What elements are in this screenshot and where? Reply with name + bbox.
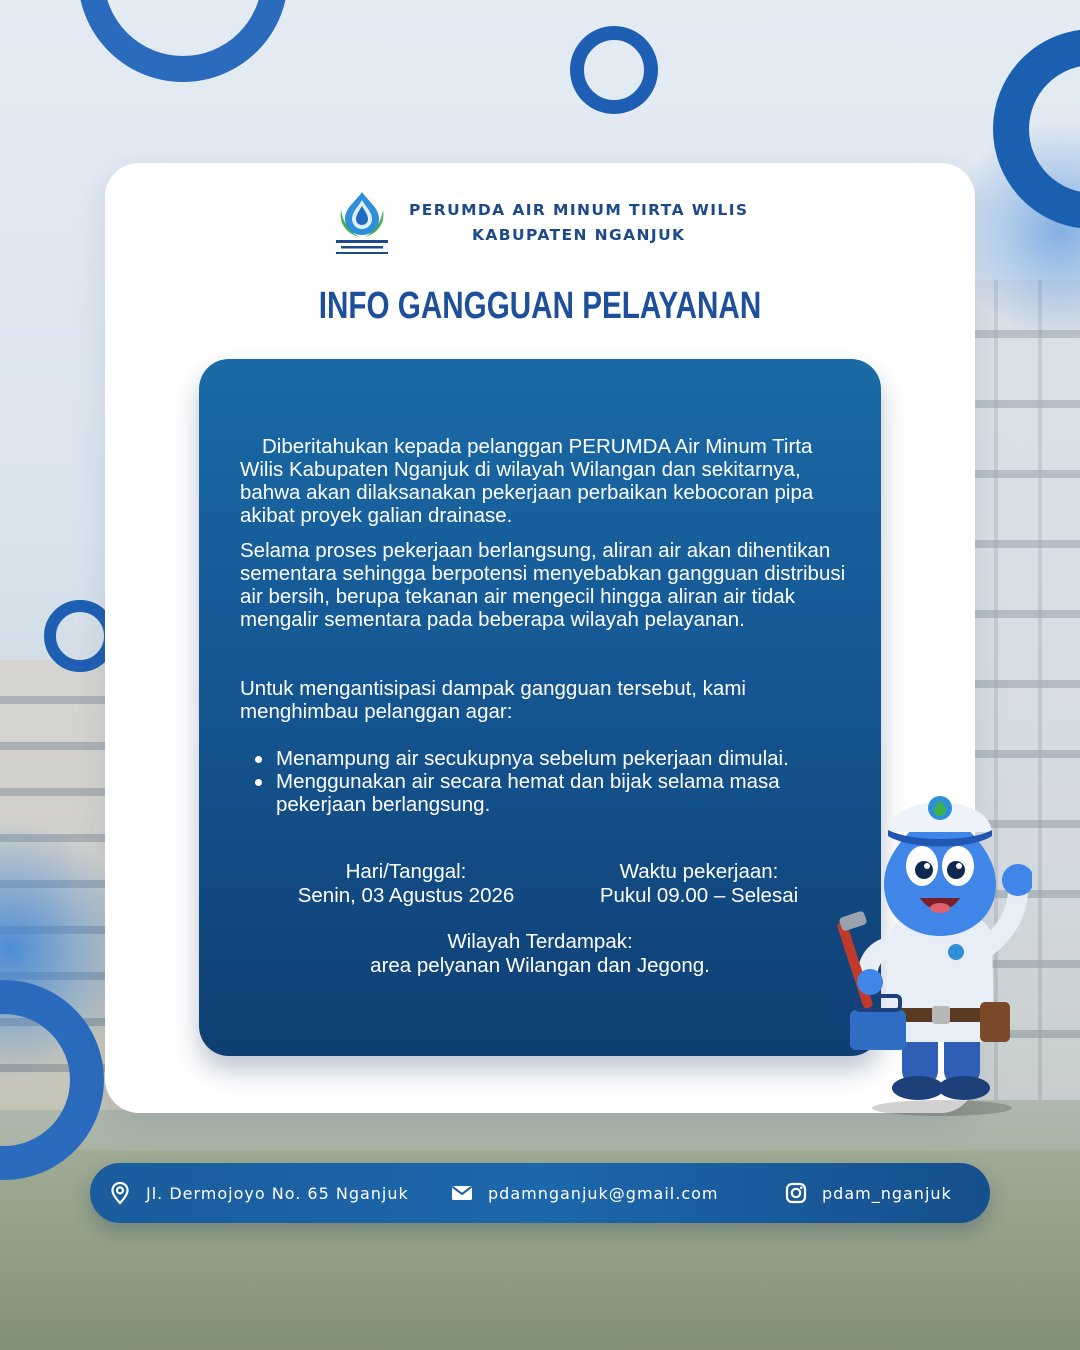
announcement-paragraph-3: Untuk mengantisipasi dampak gangguan tersebut, kami menghimbau pelanggan agar: (240, 677, 746, 723)
list-item: Menampung air secukupnya sebelum pekerjaan dimulai. (276, 747, 836, 770)
decorative-ring-top-left (78, 0, 288, 82)
water-drop-plumber-mascot (832, 770, 1032, 1120)
organization-name (409, 198, 748, 248)
contact-footer (90, 1163, 990, 1223)
schedule-date (281, 860, 531, 908)
footer-address (108, 1163, 409, 1223)
water-drop-logo-icon (333, 188, 391, 258)
footer-email[interactable] (450, 1163, 719, 1223)
location-pin-icon (108, 1181, 132, 1205)
schedule-time-label: Waktu pekerjaan: (619, 860, 779, 883)
announcement-paragraph-1-text: Diberitahukan kepada pelanggan PERUMDA Air Minum Tirta Wilis Kabupaten Nganjuk di wilayah Wilangan dan sekitarnya, bahwa akan dilaksanakan pekerjaan perbaikan kebocoran pipa akibat proyek galian drainase. (240, 435, 814, 527)
list-item: Menggunakan air secara hemat dan bijak selama masa pekerjaan berlangsung. (276, 770, 836, 816)
organization-name-line2: KABUPATEN NGANJUK (471, 226, 686, 244)
schedule-date-label: Hari/Tanggal: (345, 860, 467, 883)
schedule-time-value: Pukul 09.00 – Selesai (599, 884, 799, 907)
affected-area-label: Wilayah Terdampak: (447, 930, 633, 953)
footer-address-text: Jl. Dermojoyo No. 65 Nganjuk (146, 1183, 409, 1203)
affected-area (199, 930, 881, 978)
organization-name-line1: PERUMDA AIR MINUM TIRTA WILIS (409, 201, 749, 219)
announcement-paragraph-2: Selama proses pekerjaan berlangsung, aliran air akan dihentikan sementara sehingga berpotensi menyebabkan gangguan distribusi air bersih, berupa tekanan air mengecil hingga aliran air tidak mengalir sementara pada beberapa wilayah pelayanan. (240, 539, 846, 631)
envelope-icon (450, 1181, 474, 1205)
footer-instagram[interactable] (784, 1163, 952, 1223)
affected-area-value: area pelyanan Wilangan dan Jegong. (370, 954, 710, 977)
page-title: INFO GANGGUAN PELAYANAN (318, 285, 762, 327)
schedule-time (569, 860, 829, 908)
schedule-date-value: Senin, 03 Agustus 2026 (297, 884, 515, 907)
footer-instagram-text: pdam_nganjuk (822, 1183, 952, 1203)
footer-email-text: pdamnganjuk@gmail.com (488, 1183, 719, 1203)
advice-list (276, 747, 836, 816)
announcement-paragraph-1 (240, 435, 855, 527)
instagram-icon (784, 1181, 808, 1205)
brand-header (333, 188, 748, 258)
decorative-ring-top-center (570, 26, 658, 114)
announcement-panel (199, 359, 881, 1056)
